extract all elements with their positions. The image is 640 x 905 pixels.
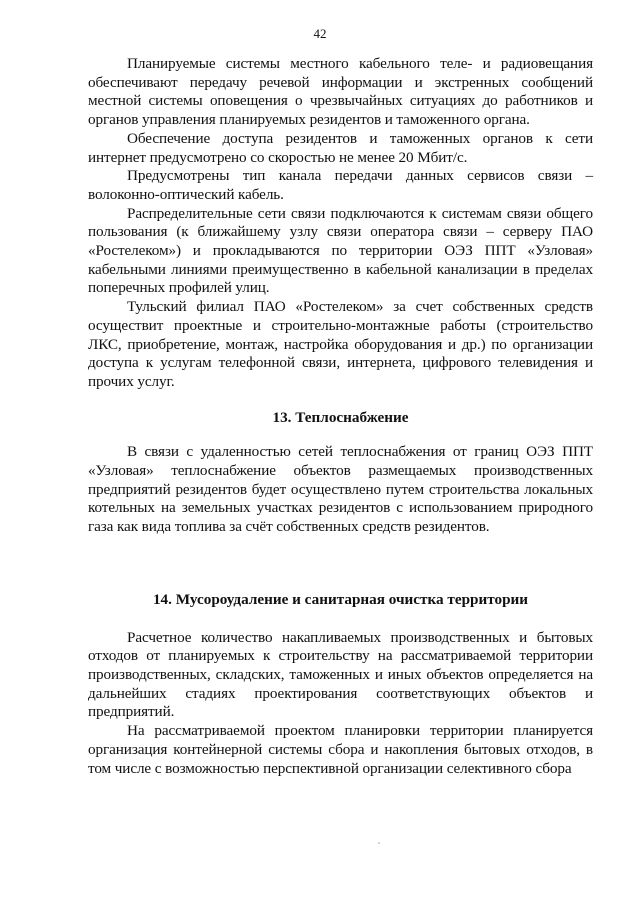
section-communications: [88, 55, 593, 392]
paragraph: На рассматриваемой проектом планировки территории планируется организация контейнерной системы сбора и накопления бытовых отходов, в том числе с возможностью перспективной организации селективного сбора: [88, 722, 593, 777]
paragraph: Тульский филиал ПАО «Ростелеком» за счет собственных средств осуществит проектные и строительно-монтажные работы (строительство ЛКС, приобретение, монтаж, настройка оборудования и др.) по организации доступа к услугам телефонной связи, интернета, цифрового телевидения и прочих услуг.: [88, 298, 593, 390]
paragraph: Распределительные сети связи подключаются к системам связи общего пользования (к ближайшему узлу связи оператора связи – серверу ПАО «Ростелеком») и прокладываются по территории ОЭЗ ППТ «Узловая» кабельными линиями преимущественно в кабельной канализации в пределах поперечных профилей улиц.: [88, 204, 593, 297]
section-heat-supply: [88, 409, 593, 537]
paragraph: В связи с удаленностью сетей теплоснабжения от границ ОЭЗ ППТ «Узловая» теплоснабжение объектов размещаемых производственных предприятий резидентов будет осуществлено путем строительства локальных котельных на земельных участках резидентов с использованием природного газа как вида топлива за счёт собственных средств резидентов.: [88, 443, 593, 536]
scan-speck: [378, 842, 380, 844]
section-heading: 14. Мусороудаление и санитарная очистка территории: [152, 590, 529, 608]
paragraph: Планируемые системы местного кабельного теле- и радиовещания обеспечивают передачу речевой информации и экстренных сообщений местной системы оповещения о чрезвычайных ситуациях до работников и органов управления планируемых резидентов и таможенного органа.: [88, 55, 593, 129]
page-number: 42: [313, 26, 327, 41]
section-waste-removal: [88, 591, 593, 778]
paragraph: Предусмотрены тип канала передачи данных сервисов связи – волоконно-оптический кабель.: [88, 167, 593, 203]
section-heading: 13. Теплоснабжение: [272, 408, 409, 426]
document-body: [88, 55, 593, 778]
paragraph: Обеспечение доступа резидентов и таможенных органов к сети интернет предусмотрено со скоростью не менее 20 Мбит/с.: [88, 129, 593, 166]
paragraph: Расчетное количество накапливаемых производственных и бытовых отходов от планируемых к строительству на рассматриваемой территории производственных, складских, таможенных и иных объектов определяется на дальнейших стадиях проектирования соответствующих объектов и предприятий.: [88, 628, 593, 721]
